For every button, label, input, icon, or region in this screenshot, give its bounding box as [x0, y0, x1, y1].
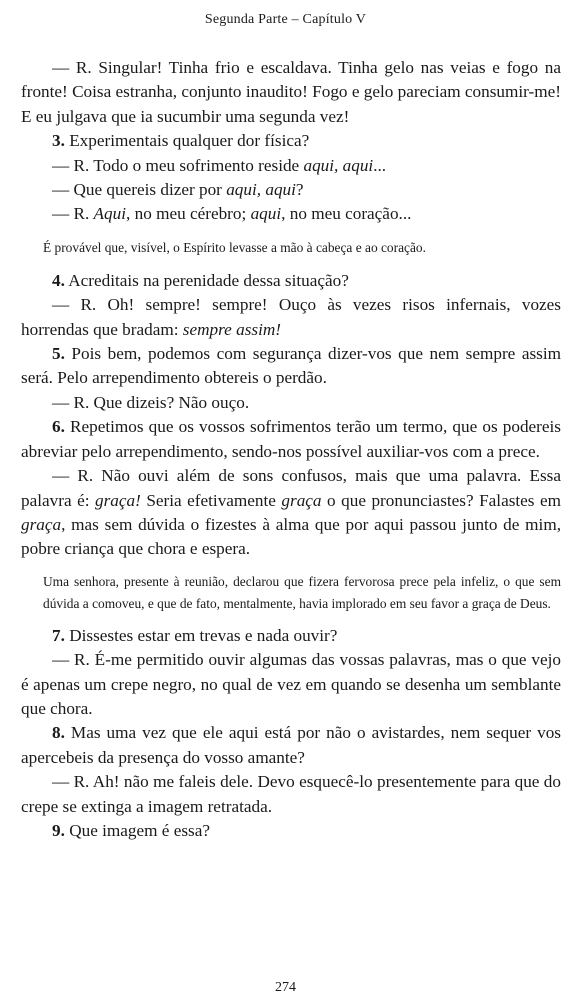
text-run: — R. Que dizeis? Não ouço. [52, 392, 250, 412]
text-run: — R. Não ouvi além de sons confusos, mais que uma palavra. Essa palavra é: [21, 466, 561, 510]
answer-paragraph [21, 648, 561, 721]
answer-paragraph [21, 391, 561, 415]
text-run: Mas uma vez que ele aqui está por não o avistardes, nem sequer vos apercebeis da presença do vosso amante? [21, 723, 561, 767]
emphasis-text: graça [21, 514, 62, 534]
text-run: o que pronunciastes? Falastes em [321, 490, 561, 510]
emphasis-text: Aqui [93, 204, 127, 224]
question-paragraph [21, 342, 561, 391]
page-number: 274 [275, 980, 296, 995]
text-run: Seria efetivamente [140, 490, 282, 510]
text-run: , no meu cérebro; [126, 204, 251, 224]
answer-paragraph [21, 154, 561, 178]
text-run: , mas sem dúvida o fizestes à alma que por aqui passou junto de mim, pobre criança que chora e espera. [21, 514, 561, 559]
answer-paragraph [21, 770, 561, 819]
page-body [21, 56, 561, 843]
text-run: ... [373, 155, 387, 175]
text-run: — R. É-me permitido ouvir algumas das vossas palavras, mas o que vejo é apenas um crepe negro, no qual de vez em quando se desenha um semblante que chora. [21, 650, 561, 718]
text-run: É provável que, visível, o Espírito levasse a mão à cabeça e ao coração. [43, 239, 426, 255]
editorial-note [21, 237, 561, 259]
emphasis-text: aqui, aqui [226, 180, 296, 200]
emphasis-text: sempre assim! [182, 319, 281, 339]
question-paragraph [21, 624, 561, 648]
question-paragraph [21, 415, 561, 464]
answer-paragraph [21, 293, 561, 342]
question-number: 9. [52, 820, 65, 840]
question-number: 5. [52, 344, 65, 364]
question-paragraph [21, 129, 561, 153]
emphasis-text: aqui, aqui [303, 155, 374, 175]
question-paragraph [21, 819, 561, 843]
text-run: Que imagem é essa? [64, 820, 210, 840]
text-run: Pois bem, podemos com segurança dizer-vos que nem sempre assim será. Pelo arrependimento obtereis o perdão. [21, 344, 561, 388]
text-run: Experimentais qualquer dor física? [64, 131, 310, 151]
emphasis-text: graça [281, 490, 322, 510]
question-number: 6. [52, 417, 65, 437]
question-number: 8. [52, 723, 65, 743]
running-head: Segunda Parte – Capítulo V [204, 12, 367, 27]
text-run: — R. Todo o meu sofrimento reside [52, 155, 304, 175]
text-run: Dissestes estar em trevas e nada ouvir? [64, 625, 338, 645]
emphasis-text: graça! [95, 490, 141, 510]
text-run: — R. Oh! sempre! sempre! Ouço às vezes risos infernais, vozes horrendas que bradam: [21, 295, 561, 339]
text-run: — Que quereis dizer por [52, 180, 227, 200]
text-run: Uma senhora, presente à reunião, declarou que fizera fervorosa prece pela infeliz, o que sem dúvida a comoveu, e que de fato, mentalmente, havia implorado em seu favor a graça de Deus. [43, 573, 561, 611]
question-paragraph [21, 721, 561, 770]
text-run: ? [295, 180, 304, 200]
answer-paragraph [21, 178, 561, 202]
editorial-note [21, 571, 561, 615]
emphasis-text: aqui [250, 204, 282, 224]
text-run: Acreditais na perenidade dessa situação? [64, 270, 349, 290]
text-run: Repetimos que os vossos sofrimentos terão um termo, que os podereis abreviar pelo arrependimento, sendo-nos possível auxiliar-vos com a prece. [21, 417, 561, 461]
answer-paragraph [21, 464, 561, 562]
question-number: 3. [52, 131, 65, 151]
question-number: 4. [52, 270, 65, 290]
answer-paragraph [21, 56, 561, 129]
question-number: 7. [52, 625, 65, 645]
text-run: — R. Ah! não me faleis dele. Devo esquecê-lo presentemente para que do crepe se extinga a imagem retratada. [21, 772, 561, 816]
text-run: — R. [52, 204, 94, 224]
answer-paragraph [21, 202, 561, 226]
question-paragraph [21, 269, 561, 293]
text-run: , no meu coração... [281, 204, 412, 224]
text-run: — R. Singular! Tinha frio e escaldava. Tinha gelo nas veias e fogo na fronte! Coisa estranha, conjunto inaudito! Fogo e gelo pareciam consumir-me! E eu julgava que ia sucumbir uma segunda vez! [21, 58, 561, 126]
